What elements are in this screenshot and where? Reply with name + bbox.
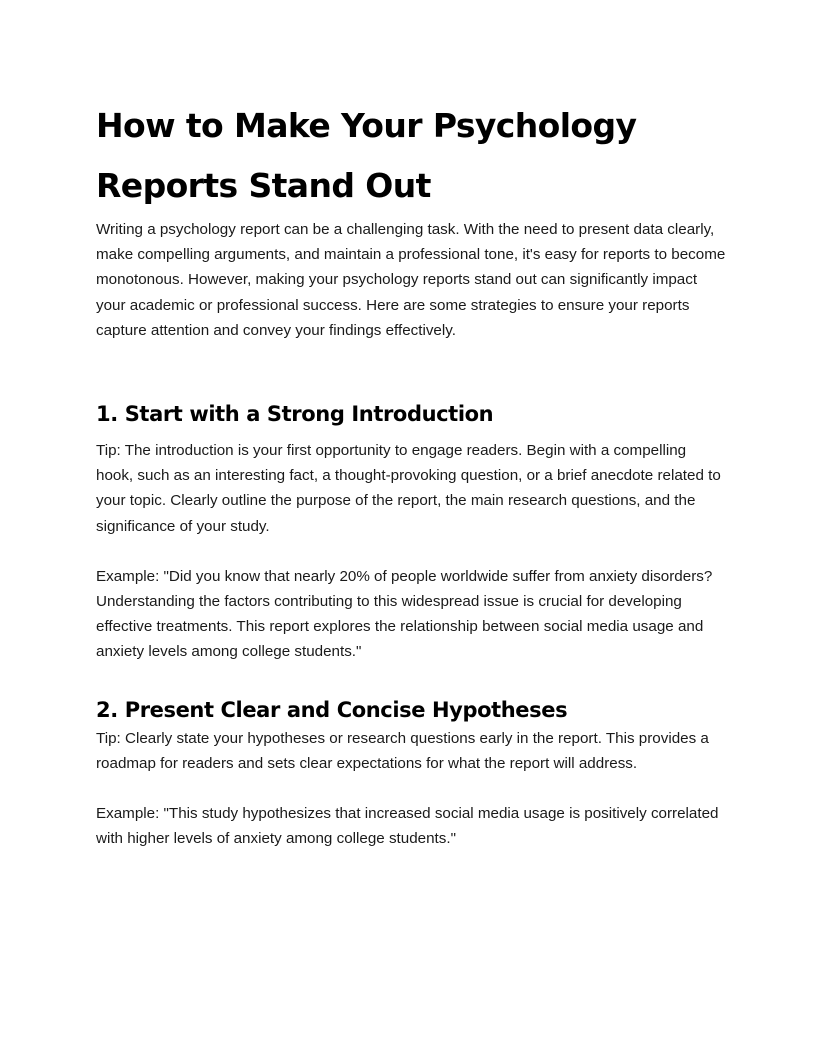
- intro-paragraph: Writing a psychology report can be a challenging task. With the need to present data clearly, make compelling arguments, and maintain a professional tone, it's easy for reports to become monotonous. However, making your psychology reports stand out can significantly impact your academic or professional success. Here are some strategies to ensure your reports capture attention and convey your findings effectively.: [96, 221, 726, 339]
- section-heading: 1. Start with a Strong Introduction: [96, 402, 494, 427]
- section-heading: 2. Present Clear and Concise Hypotheses: [96, 697, 568, 722]
- document-page: [96, 96, 726, 851]
- section-example: Example: "This study hypothesizes that increased social media usage is positively correlated with higher levels of anxiety among college students.": [96, 805, 719, 848]
- section-tip: Tip: The introduction is your first opportunity to engage readers. Begin with a compelling hook, such as an interesting fact, a thought-provoking question, or a brief anecdote related to your topic. Clearly outline the purpose of the report, the main research questions, and the significance of your study.: [96, 442, 721, 535]
- section-strong-introduction: [96, 399, 726, 665]
- section-example: Example: "Did you know that nearly 20% of people worldwide suffer from anxiety disorders? Understanding the factors contributing to this widespread issue is crucial for developing effective treatments. This report explores the relationship between social media usage and anxiety levels among college students.": [96, 567, 713, 661]
- section-hypotheses: [96, 695, 726, 852]
- section-tip: Tip: Clearly state your hypotheses or research questions early in the report. This provides a roadmap for readers and sets clear expectations for what the report will address.: [96, 729, 709, 772]
- page-title: How to Make Your Psychology Reports Stand Out: [96, 106, 637, 205]
